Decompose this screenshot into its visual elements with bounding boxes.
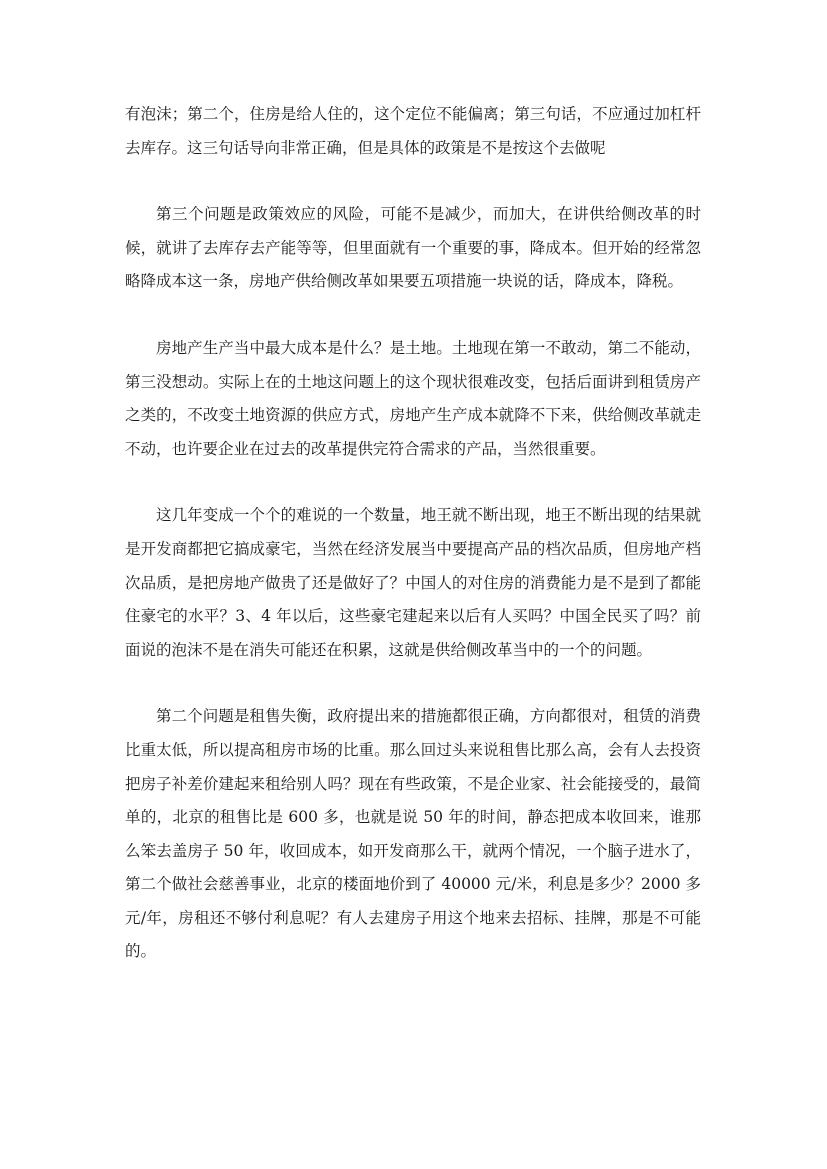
paragraph-5: 第二个问题是租售失衡，政府提出来的措施都很正确，方向都很对，租赁的消费比重太低，所以提高租房市场的比重。那么回过头来说租售比那么高，会有人去投资把房子补差价建起来租给别人吗？现在有些政策，不是企业家、社会能接受的，最简单的，北京的租售比是 600 多，也就是说 50 年的时间，静态把成本收回来，谁那么笨去盖房子 50 年，收回成本，如开发商那么干，就两个情况，一个脑子进水了，第二个做社会慈善事业，北京的楼面地价到了 40000 元/米，利息是多少？2000 多元/年，房租还不够付利息呢？有人去建房子用这个地来去招标、挂牌，那是不可能的。 (125, 707, 701, 961)
paragraph-1: 有泡沫；第二个，住房是给人住的，这个定位不能偏离；第三句话，不应通过加杠杆去库存。这三句话导向非常正确，但是具体的政策是不是按这个去做呢 (125, 105, 701, 157)
document-page (125, 98, 701, 969)
paragraph-4: 这几年变成一个个的难说的一个数量，地王就不断出现，地王不断出现的结果就是开发商都把它搞成豪宅，当然在经济发展当中要提高产品的档次品质，但房地产档次品质，是把房地产做贵了还是做好了？中国人的对住房的消费能力是不是到了都能住豪宅的水平？3、4 年以后，这些豪宅建起来以后有人买吗？中国全民买了吗？前面说的泡沫不是在消失可能还在积累，这就是供给侧改革当中的一个的问题。 (125, 506, 701, 659)
paragraph-2: 第三个问题是政策效应的风险，可能不是减少，而加大，在讲供给侧改革的时候，就讲了去库存去产能等等，但里面就有一个重要的事，降成本。但开始的经常忽略降成本这一条，房地产供给侧改革如果要五项措施一块说的话，降成本，降税。 (125, 205, 701, 291)
paragraph-3: 房地产生产当中最大成本是什么？是土地。土地现在第一不敢动，第二不能动，第三没想动。实际上在的土地这问题上的这个现状很难改变，包括后面讲到租赁房产之类的，不改变土地资源的供应方式，房地产生产成本就降不下来，供给侧改革就走不动，也许要企业在过去的改革提供完符合需求的产品，当然很重要。 (125, 338, 701, 458)
